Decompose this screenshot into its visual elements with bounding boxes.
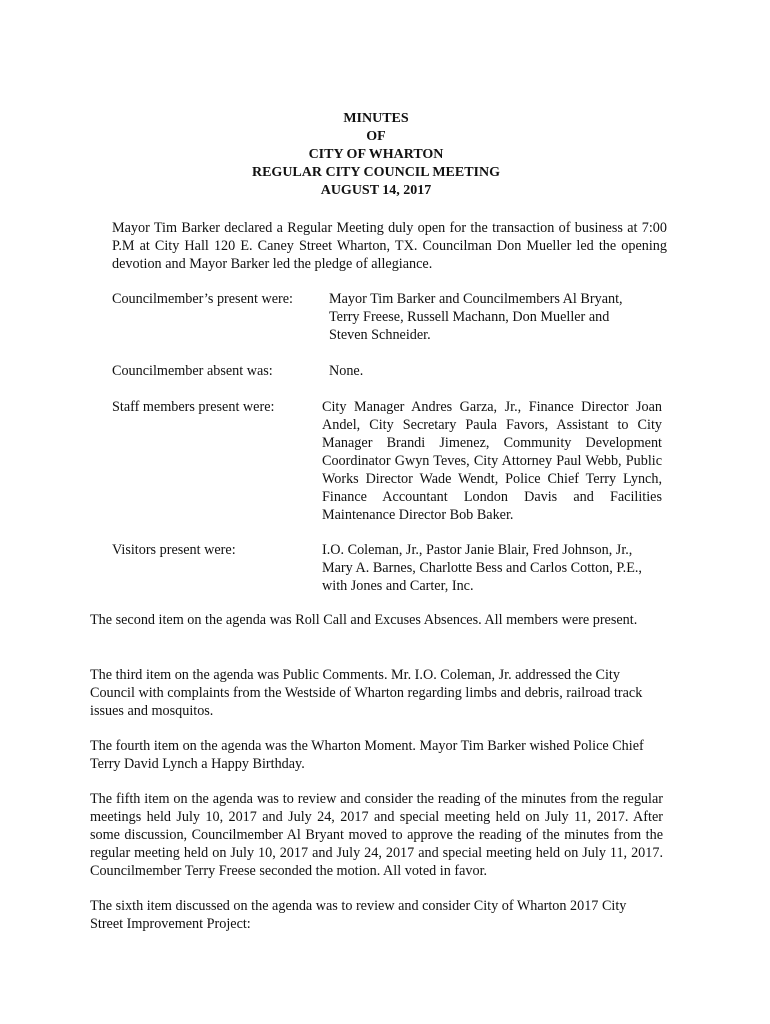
title-minutes: MINUTES	[343, 111, 409, 126]
title-of: OF	[366, 129, 386, 144]
staff-label: Staff members present were:	[112, 399, 275, 415]
item-third: The third item on the agenda was Public Comments. Mr. I.O. Coleman, Jr. addressed the City Council with complaints from the Westside of Wharton regarding limbs and debris, railroad track issues and mosquitos.	[90, 667, 643, 719]
visitors-label: Visitors present were:	[112, 542, 236, 558]
item-fourth: The fourth item on the agenda was the Wharton Moment. Mayor Tim Barker wished Police Chief Terry David Lynch a Happy Birthday.	[90, 738, 644, 772]
title-meeting-type: REGULAR CITY COUNCIL MEETING	[251, 165, 500, 180]
present-value: Mayor Tim Barker and Councilmembers Al Bryant, Terry Freese, Russell Machann, Don Mueller and Steven Schneider.	[329, 291, 623, 343]
visitors-value: I.O. Coleman, Jr., Pastor Janie Blair, Fred Johnson, Jr., Mary A. Barnes, Charlotte Bess and Carlos Cotton, P.E., with Jones and Carter, Inc.	[322, 542, 642, 594]
item-fifth: The fifth item on the agenda was to review and consider the reading of the minutes from the regular meetings held July 10, 2017 and July 24, 2017 and special meeting held on July 11, 2017. After some discussion, Councilmember Al Bryant moved to approve the reading of the minutes from the regular meeting held on July 10, 2017 and July 24, 2017 and special meeting held on July 11, 2017. Councilmember Terry Freese seconded the motion. All voted in favor.	[90, 791, 663, 879]
item-sixth: The sixth item discussed on the agenda was to review and consider City of Wharton 2017 City Street Improvement Project:	[90, 898, 627, 932]
item-second: The second item on the agenda was Roll Call and Excuses Absences. All members were present.	[90, 612, 638, 628]
document-title	[0, 110, 752, 200]
title-city: CITY OF WHARTON	[308, 147, 444, 162]
present-label: Councilmember’s present were:	[112, 291, 293, 307]
absent-value: None.	[329, 363, 364, 379]
opening-paragraph: Mayor Tim Barker declared a Regular Meeting duly open for the transaction of business at 7:00 P.M at City Hall 120 E. Caney Street Wharton, TX. Councilman Don Mueller led the opening devotion and Mayor Barker led the pledge of allegiance.	[112, 220, 667, 272]
title-date: AUGUST 14, 2017	[320, 183, 432, 198]
staff-value: City Manager Andres Garza, Jr., Finance Director Joan Andel, City Secretary Paula Favors, Assistant to City Manager Brandi Jimenez, Community Development Coordinator Gwyn Teves, City Attorney Paul Webb, Public Works Director Wade Wendt, Police Chief Terry Lynch, Finance Accountant London Davis and Facilities Maintenance Director Bob Baker.	[322, 399, 662, 523]
absent-label: Councilmember absent was:	[112, 363, 273, 379]
